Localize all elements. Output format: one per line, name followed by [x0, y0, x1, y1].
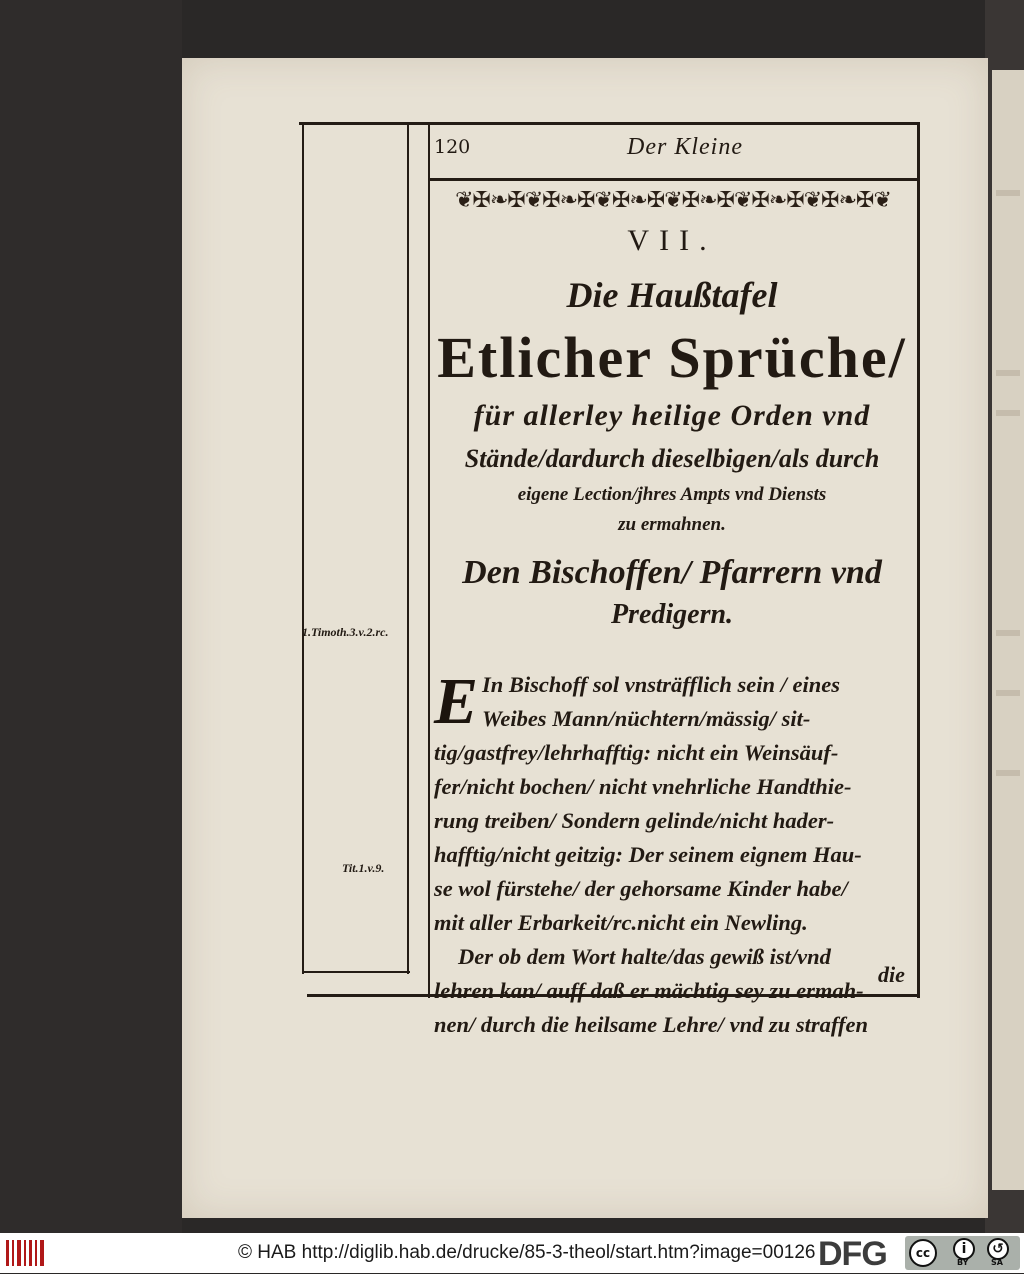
margin-note-timothy: 1.Timoth.3.v.2.rc.: [302, 625, 389, 639]
running-head: [432, 130, 912, 166]
subheading-line-1: Den Bischoffen/ Pfarrern vnd: [462, 554, 882, 591]
scan-background-left: [0, 0, 182, 1233]
footer-bar: [0, 1233, 1024, 1273]
catchword: die: [878, 962, 905, 987]
body-line: nen/ durch die heilsame Lehre/ vnd zu straffen: [434, 1012, 868, 1037]
ornament-band: ❦✠❧✠❦✠❧✠❦✠❧✠❦✠❧✠❦✠❧✠❦✠❧✠❦: [455, 188, 891, 213]
title-line-4: zu ermahnen.: [618, 514, 726, 535]
body-line: lehren kan/ auff daß er mächtig sey zu ermah-: [434, 978, 864, 1003]
subheading-line-2: Predigern.: [610, 599, 734, 630]
drop-capital: E: [434, 665, 479, 738]
text-left-rule: [428, 122, 430, 998]
main-title: Etlicher Sprüche/: [437, 325, 907, 390]
title-line-3: eigene Lection/jhres Ampts vnd Diensts: [517, 484, 827, 505]
margin-left-rule: [302, 122, 304, 974]
margin-right-rule: [407, 122, 409, 974]
section-title: Die Haußtafel: [566, 275, 778, 315]
body-line: tig/gastfrey/lehrhafftig: nicht ein Weinsäuf-: [434, 740, 839, 765]
share-alike-icon: ↺: [987, 1238, 1009, 1260]
text-right-rule: [917, 122, 920, 998]
margin-bottom-rule: [302, 971, 410, 973]
top-rule: [299, 122, 919, 125]
body-line: Weibes Mann/nüchtern/mässig/ sit-: [482, 706, 811, 731]
cc-license-badge[interactable]: [905, 1236, 1020, 1270]
body-line: rung treiben/ Sondern gelinde/nicht hader-: [434, 808, 835, 833]
adjacent-page-edge: [992, 70, 1024, 1190]
copyright-link[interactable]: © HAB http://diglib.hab.de/drucke/85-3-theol/start.htm?image=00126: [238, 1242, 816, 1263]
hab-logo-icon: [6, 1240, 46, 1266]
running-title: Der Kleine: [627, 134, 743, 160]
cc-icon: cc: [909, 1239, 937, 1267]
by-label: BY: [957, 1258, 969, 1267]
title-line-2: Stände/dardurch dieselbigen/als durch: [464, 444, 880, 473]
margin-note-titus: Tit.1.v.9.: [342, 861, 385, 875]
title-line-1: für allerley heilige Orden vnd: [473, 399, 871, 432]
page-number: 120: [434, 136, 471, 158]
body-line: mit aller Erbarkeit/rc.nicht ein Newling.: [434, 910, 808, 935]
attribution-icon: i: [953, 1238, 975, 1260]
body-line: hafftig/nicht geitzig: Der seinem eignem Hau-: [434, 842, 862, 867]
sa-label: SA: [991, 1258, 1003, 1267]
header-underline: [429, 178, 919, 181]
body-line: se wol fürstehe/ der gehorsame Kinder habe/: [434, 876, 848, 901]
book-page: [182, 58, 988, 1218]
section-number: VII.: [627, 224, 717, 257]
body-line: Der ob dem Wort halte/das gewiß ist/vnd: [458, 944, 831, 969]
body-line: fer/nicht bochen/ nicht vnehrliche Handthie-: [434, 774, 852, 799]
body-line: In Bischoff sol vnsträfflich sein / eines: [482, 672, 840, 697]
dfg-logo: DFG: [818, 1235, 887, 1273]
